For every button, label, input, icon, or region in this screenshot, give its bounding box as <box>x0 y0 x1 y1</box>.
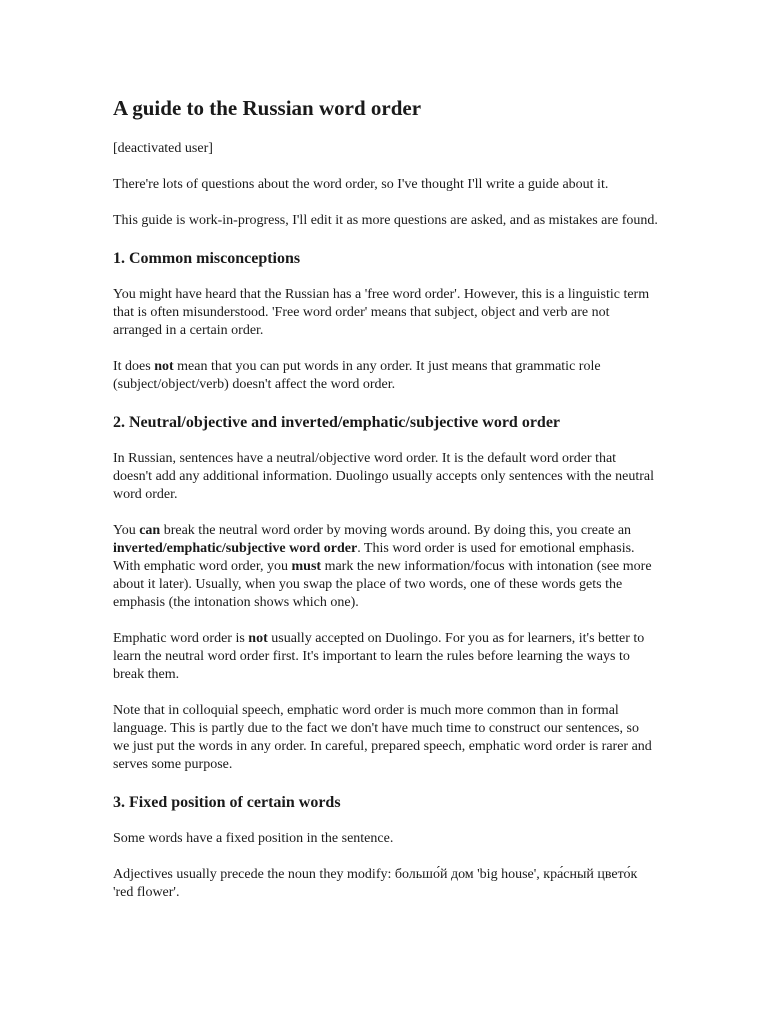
section-heading-fixed-position: 3. Fixed position of certain words <box>113 794 341 811</box>
intro-paragraph-2: This guide is work-in-progress, I'll edit it as more questions are asked, and as mistakes are found. <box>113 213 658 228</box>
emphasis-not-2: not <box>248 631 268 646</box>
fixed-position-paragraph-2: Adjectives usually precede the noun they modify: большо́й дом 'big house', кра́сный цвето́к 'red flower'. <box>113 867 638 900</box>
word-order-paragraph-4: Note that in colloquial speech, emphatic word order is much more common than in formal language. This is partly due to the fact we don't have much time to construct our sentences, so we just put the words in any order. In careful, prepared speech, emphatic word order is rarer and serves some purpose. <box>113 703 652 772</box>
misconceptions-paragraph-1: You might have heard that the Russian has a 'free word order'. However, this is a linguistic term that is often misunderstood. 'Free word order' means that subject, object and verb are not arranged in a certain order. <box>113 287 650 338</box>
section-heading-misconceptions: 1. Common misconceptions <box>113 250 301 267</box>
emphasis-can: can <box>139 523 161 538</box>
intro-paragraph-1: There're lots of questions about the word order, so I've thought I'll write a guide about it. <box>113 177 609 192</box>
misconceptions-paragraph-2: It does not mean that you can put words in any order. It just means that grammatic role (subject/object/verb) doesn't affect the word order. <box>113 359 601 392</box>
page-title: A guide to the Russian word order <box>113 96 422 120</box>
emphasis-inverted-order: inverted/emphatic/subjective word order <box>113 541 358 556</box>
emphasis-must: must <box>291 559 322 574</box>
section-heading-word-order: 2. Neutral/objective and inverted/emphatic/subjective word order <box>113 414 561 431</box>
word-order-paragraph-1: In Russian, sentences have a neutral/objective word order. It is the default word order that doesn't add any additional information. Duolingo usually accepts only sentences with the neutral word order. <box>113 451 655 502</box>
fixed-position-paragraph-1: Some words have a fixed position in the sentence. <box>113 831 394 846</box>
author-name: [deactivated user] <box>113 141 213 156</box>
emphasis-not: not <box>154 359 174 374</box>
document-page <box>113 94 658 902</box>
word-order-paragraph-3: Emphatic word order is not usually accepted on Duolingo. For you as for learners, it's better to learn the neutral word order first. It's important to learn the rules before learning the ways to break them. <box>113 631 645 682</box>
word-order-paragraph-2: You can break the neutral word order by moving words around. By doing this, you create an inverted/emphatic/subjective word order. This word order is used for emotional emphasis. With emphatic word order, you must mark the new information/focus with intonation (see more about it later). Usually, when you swap the place of two words, one of these words gets the emphasis (the intonation shows which one). <box>113 523 652 610</box>
